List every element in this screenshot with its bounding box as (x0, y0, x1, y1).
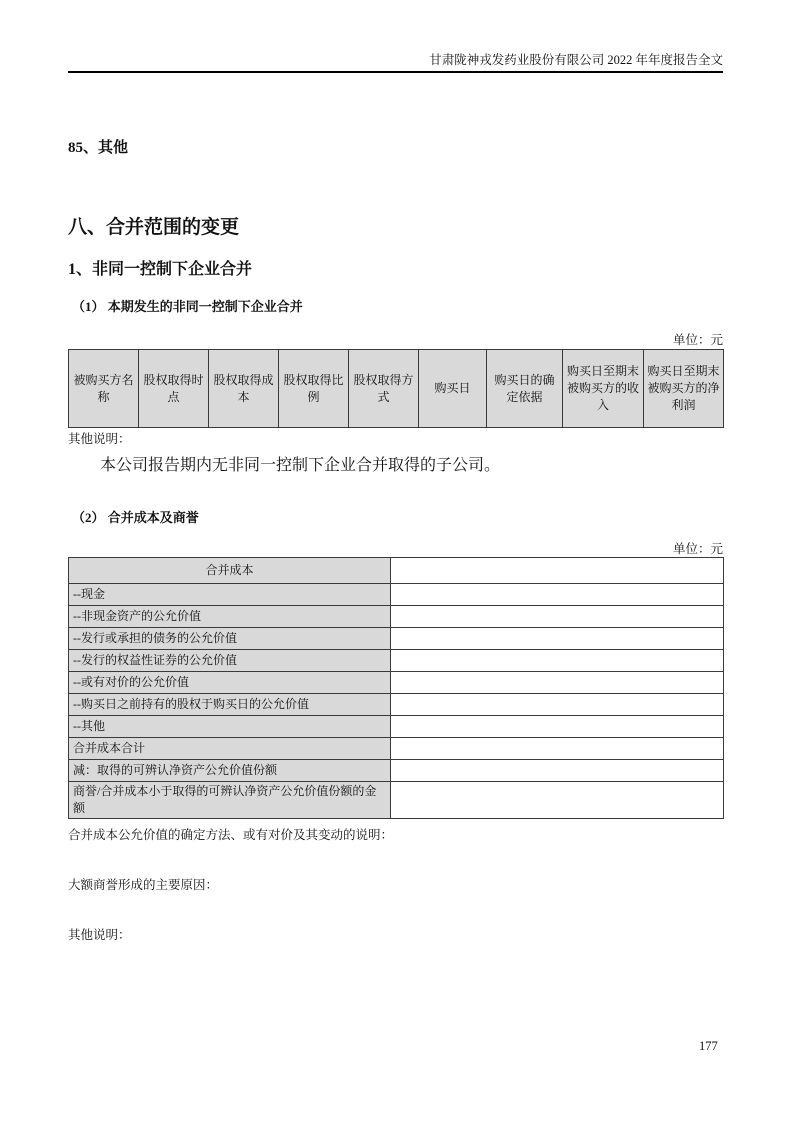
col-header-equity-method: 股权取得方式 (349, 350, 419, 428)
table-row (69, 672, 724, 694)
table-row (69, 584, 724, 606)
heading-section-8: 八、合并范围的变更 (68, 217, 240, 238)
heading-item-2: （2） 合并成本及商誉 (72, 510, 199, 525)
row-value-equity-securities (391, 650, 724, 672)
unit-label-table1: 单位：元 (672, 333, 723, 347)
table-row (69, 628, 724, 650)
table-row (69, 760, 724, 782)
row-label-goodwill: 商誉/合并成本小于取得的可辨认净资产公允价值份额的金额 (69, 782, 391, 819)
row-value-previously-held-equity (391, 694, 724, 716)
table-row (69, 738, 724, 760)
row-label-previously-held-equity: --购买日之前持有的股权于购买日的公允价值 (69, 694, 391, 716)
col-header-equity-cost: 股权取得成本 (209, 350, 279, 428)
row-label-other: --其他 (69, 716, 391, 738)
row-label-debt-fair-value: --发行或承担的债务的公允价值 (69, 628, 391, 650)
other-note-label-2: 其他说明： (68, 928, 131, 942)
col-header-acquiree-name: 被购买方名称 (69, 350, 139, 428)
heading-85-other: 85、其他 (68, 140, 129, 156)
row-label-contingent-consideration: --或有对价的公允价值 (69, 672, 391, 694)
table-row (69, 606, 724, 628)
unit-label-table2: 单位：元 (672, 542, 723, 556)
row-label-cash: --现金 (69, 584, 391, 606)
header-rule (68, 71, 723, 73)
page-number: 177 (699, 1039, 718, 1053)
business-combination-table (68, 349, 724, 428)
document-header-title: 甘肃陇神戎发药业股份有限公司 2022 年年度报告全文 (429, 53, 723, 67)
table-row (69, 716, 724, 738)
table-row (69, 782, 724, 819)
table-header-row (69, 558, 724, 584)
row-label-total-cost: 合并成本合计 (69, 738, 391, 760)
goodwill-reason-note: 大额商誉形成的主要原因： (68, 878, 219, 892)
row-value-less-net-assets-share (391, 760, 724, 782)
table-header-row (69, 350, 724, 428)
table-row (69, 650, 724, 672)
row-value-contingent-consideration (391, 672, 724, 694)
row-label-noncash-fair-value: --非现金资产的公允价值 (69, 606, 391, 628)
col-header-date-basis: 购买日的确定依据 (487, 350, 563, 428)
row-value-cash (391, 584, 724, 606)
col-header-equity-time: 股权取得时点 (139, 350, 209, 428)
combination-cost-table (68, 557, 724, 819)
row-label-less-net-assets-share: 减：取得的可辨认净资产公允价值份额 (69, 760, 391, 782)
row-value-goodwill (391, 782, 724, 819)
heading-subsection-1: 1、非同一控制下企业合并 (68, 261, 253, 278)
row-value-debt-fair-value (391, 628, 724, 650)
col-header-purchase-date: 购买日 (419, 350, 487, 428)
row-value-noncash-fair-value (391, 606, 724, 628)
col-header-equity-ratio: 股权取得比例 (279, 350, 349, 428)
heading-item-1: （1） 本期发生的非同一控制下企业合并 (72, 299, 303, 314)
other-note-label-1: 其他说明： (68, 432, 131, 446)
cost-table-header: 合并成本 (69, 558, 391, 584)
table-row (69, 694, 724, 716)
fair-value-method-note: 合并成本公允价值的确定方法、或有对价及其变动的说明： (68, 828, 394, 842)
row-value-other (391, 716, 724, 738)
no-combination-statement: 本公司报告期内无非同一控制下企业合并取得的子公司。 (100, 457, 501, 474)
row-label-equity-securities: --发行的权益性证券的公允价值 (69, 650, 391, 672)
cost-table-header-value (391, 558, 724, 584)
col-header-net-profit: 购买日至期末被购买方的净利润 (644, 350, 724, 428)
col-header-income: 购买日至期末被购买方的收入 (563, 350, 644, 428)
row-value-total-cost (391, 738, 724, 760)
